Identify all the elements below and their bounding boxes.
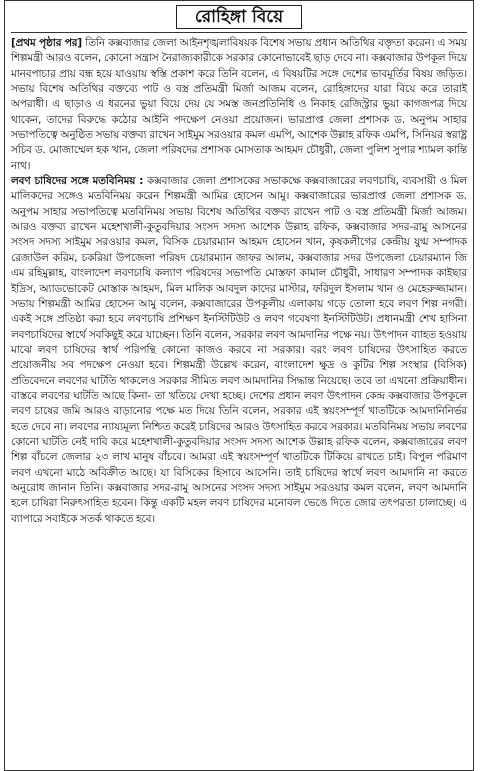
paragraph-1 bbox=[11, 36, 467, 174]
headline: রোহিঙ্গা বিয়ে bbox=[176, 5, 302, 29]
paragraph-1-text: তিনি কক্সবাজার জেলা আইনশৃঙ্খলাবিষয়ক বিশেষ সভায় প্রধান অতিথির বক্তৃতা করেন। এ সময় শিল্পমন্ত্রী আরও বলেন, কোনো সন্ত্রাস নৈরাজ্যকারীকে সরকার কোনোভাবেই ছাড় দেবে না। কক্সবাজার উপকূল দিয়ে মানবপাচার প্রায় বন্ধ হয়ে যাওয়ায় স্বস্তি প্রকাশ করে তিনি বলেন, এ বিষয়টির সঙ্গে দেশের ভাবমূর্তির বিষয় জড়িত। সভায় বিশেষ অতিথির বক্তব্যে পাট ও বস্ত্র প্রতিমন্ত্রী মির্জা আজম বলেন, রোহিঙ্গাদের যারা বিয়ে করে তারাই অপরাধী। এ ছাড়াও এ ধরনের ভুয়া বিয়ে দেয় যে সমস্ত জনপ্রতিনিধি ও নিকাহ রেজিস্ট্রার ভুয়া কাগজপত্র দিয়ে থাকেন, তাদের বিরুদ্ধে কঠোর আইনি পদক্ষেপ নেওয়া প্রয়োজন। ভারপ্রাপ্ত জেলা প্রশাসক ড. অনুপম সাহার সভাপতিত্বে অনুষ্ঠিত সভায় বক্তব্য রাখেন সাইমুম সরওয়ার কমল এমপি, আশেক উল্লাহ রফিক এমপি, সিনিয়র স্বরাষ্ট্র সচিব ড. মোজাম্মেল হক খান, জেলা পরিষদের প্রশাসক মোসতাক আহমদ চৌধুরী, জেলা পুলিশ সুপার শ্যামল কান্তি নাথ। bbox=[11, 37, 467, 172]
news-article bbox=[4, 0, 474, 771]
subheading: লবণ চাষিদের সঙ্গে মতবিনিময় : bbox=[11, 175, 144, 188]
article-body bbox=[11, 36, 467, 527]
headline-area bbox=[11, 5, 467, 29]
paragraph-2 bbox=[11, 174, 467, 527]
paragraph-2-text: কক্সবাজার জেলা প্রশাসকের সভাকক্ষে কক্সবাজারের লবণচাষি, ব্যবসায়ী ও মিল মালিকদের সঙ্গেও মতবিনিময় করেন শিল্পমন্ত্রী আমির হোসেন আমু। কক্সবাজারের ভারপ্রাপ্ত জেলা প্রশাসক ড. অনুপম সাহার সভাপতিত্বে মতবিনিময় সভায় বিশেষ অতিথির বক্তব্য রাখেন পাট ও বস্ত্র প্রতিমন্ত্রী মির্জা আজম। আরও বক্তব্য রাখেন মহেশখালী-কুতুবদিয়ার সংসদ সদস্য আশেক উল্লাহ রফিক, কক্সবাজার সদর-রামু আসনের সংসদ সদস্য সাইমুম সরওয়ার কমল, বিসিক চেয়ারম্যান আহমদ হোসেন খান, কৃষকলীগের কেন্দ্রীয় যুগ্ম সম্পাদক রেজাউল করিম, চকরিয়া উপজেলা পরিষদ চেয়ারম্যান জাফর আলম, কক্সবাজার সদর উপজেলা চেয়ারম্যান জি এম রহিমুল্লাহ, বাংলাদেশ লবণচাষি কল্যাণ পরিষদের সভাপতি মোস্তফা কামাল চৌধুরী, সাধারণ সম্পাদক কাইছার ইদ্রিস, অ্যাডভোকেট মোস্তাক আহমদ, মিল মালিক আবদুল কাদের মাস্টার, ফরিদুল ইসলাম খান ও মেহেরুজ্জামান। সভায় শিল্পমন্ত্রী আমির হোসেন আমু বলেন, কক্সবাজারের উপকূলীয় এলাকায় গড়ে তোলা হবে লবণ শিল্প নগরী। একই সঙ্গে প্রতিষ্ঠা করা হবে লবণচাষি প্রশিক্ষণ ইনস্টিটিউট ও লবণ গবেষণা ইনস্টিটিউট। প্রধানমন্ত্রী শেখ হাসিনা লবণচাষিদের স্বার্থে সবকিছুই করে যাচ্ছেন। তিনি বলেন, সরকার লবণ আমদানির পক্ষে নয়। উৎপাদন ব্যাহত হওয়ায় মাঝে লবণ চাষিদের স্বার্থ পরিপন্থি কোনো কাজও করবে না সরকার। বরং লবণ চাষিদের উৎসাহিত করতে প্রয়োজনীয় সব পদক্ষেপ নেওয়া হবে। শিল্পমন্ত্রী উল্লেখ করেন, বাংলাদেশ ক্ষুদ্র ও কুটির শিল্প সংস্থার (বিসিক) প্রতিবেদনে লবণের ঘাটতি থাকলেও সরকার সীমিত লবণ আমদানির সিদ্ধান্ত নিয়েছে। তবে তা এখনো প্রক্রিয়াধীন। বাস্তবে লবণের ঘাটতি আছে কিনা- তা খতিয়ে দেখা হচ্ছে। দেশের প্রধান লবণ উৎপাদন কেন্দ্র কক্সবাজার উপকূলে লবণ চাষের জমি আরও বাড়ানোর পক্ষে মত দিয়ে তিনি বলেন, সরকার এই স্বয়ংসম্পূর্ণ খাতটিকে আমদানিনির্ভর হতে দেবে না। লবণের ন্যায্যমূল্য নিশ্চিত করেই চাষিদের আরও উৎসাহিত করবে সরকার। মতবিনিময় সভায় লবণের কোনো ঘাটতি নেই দাবি করে মহেশখালী-কুতুবদিয়ার সংসদ সদস্য আশেক উল্লাহ রফিক বলেন, কক্সবাজারের লবণ শিল্প বাঁচলে জেলার ২৩ লাখ মানুষ বাঁচবে। আমরা এই স্বয়ংসম্পূর্ণ খাতটিকে টিকিয়ে রাখতে চাই। বিপুল পরিমাণ লবণ এখনো মাঠে অবিক্রীত আছে। যা বিসিকের হিসাবে আসেনি। তাই চাষিদের স্বার্থে লবণ আমদানি না করতে অনুরোধ জানান তিনি। কক্সবাজার সদর-রামু আসনের সংসদ সদস্য সাইমুম সরওয়ার কমল বলেন, লবণ আমদানি হলে চাষিরা নিরুৎসাহিত হবেন। কিন্তু একটি মহল লবণ চাষিদের মনোবল ভেঙে দিতে জোর তৎপরতা চালাচ্ছে। এ ব্যাপারে সবাইকে সতর্ক থাকতে হবে। bbox=[11, 175, 467, 525]
headline-divider bbox=[11, 32, 467, 33]
continuation-marker: [প্রথম পৃষ্ঠার পর] bbox=[11, 37, 83, 49]
